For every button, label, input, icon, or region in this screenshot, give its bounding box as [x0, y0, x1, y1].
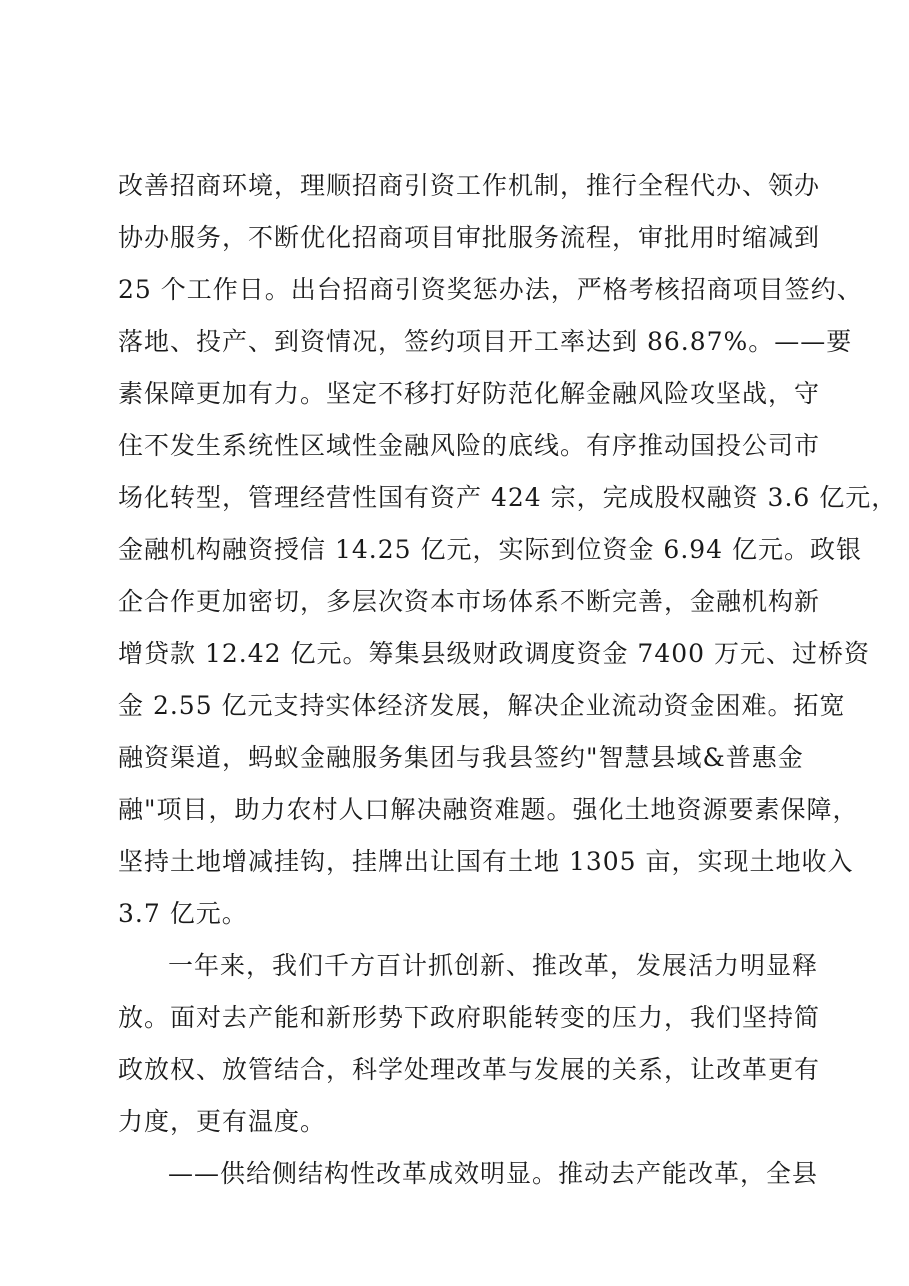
- paragraph-reform-innovation: [118, 940, 821, 1148]
- text-line: 金融机构融资授信 14.25 亿元，实际到位资金 6.94 亿元。政银: [118, 535, 863, 564]
- document-body: [118, 160, 898, 1200]
- text-line: 3.7 亿元。: [118, 899, 248, 928]
- text-line: 融资渠道，蚂蚁金融服务集团与我县签约"智慧县域&普惠金: [118, 743, 804, 772]
- paragraph-investment-finance: [118, 160, 898, 940]
- paragraph-supply-side-reform: [118, 1148, 819, 1200]
- text-line: 协办服务，不断优化招商项目审批服务流程，审批用时缩减到: [118, 223, 821, 252]
- text-line: 住不发生系统性区域性金融风险的底线。有序推动国投公司市: [118, 431, 821, 460]
- text-line: 25 个工作日。出台招商引资奖惩办法，严格考核招商项目签约、: [118, 275, 863, 304]
- text-line: 企合作更加密切，多层次资本市场体系不断完善，金融机构新: [118, 587, 821, 616]
- text-line: 融"项目，助力农村人口解决融资难题。强化土地资源要素保障，: [118, 795, 859, 824]
- text-line: 力度，更有温度。: [118, 1107, 327, 1136]
- text-line: 落地、投产、到资情况，签约项目开工率达到 86.87%。——要: [118, 327, 853, 356]
- text-line: 改善招商环境，理顺招商引资工作机制，推行全程代办、领办: [118, 171, 821, 200]
- text-line: 增贷款 12.42 亿元。筹集县级财政调度资金 7400 万元、过桥资: [118, 639, 870, 668]
- text-line: 场化转型，管理经营性国有资产 424 宗，完成股权融资 3.6 亿元，: [118, 483, 898, 512]
- text-line: 一年来，我们千方百计抓创新、推改革，发展活力明显释: [168, 951, 819, 980]
- text-line: 政放权、放管结合，科学处理改革与发展的关系，让改革更有: [118, 1055, 821, 1084]
- text-line: 放。面对去产能和新形势下政府职能转变的压力，我们坚持简: [118, 1003, 821, 1032]
- text-line: ——供给侧结构性改革成效明显。推动去产能改革，全县: [168, 1159, 819, 1188]
- text-line: 金 2.55 亿元支持实体经济发展，解决企业流动资金困难。拓宽: [118, 691, 846, 720]
- text-line: 素保障更加有力。坚定不移打好防范化解金融风险攻坚战，守: [118, 379, 821, 408]
- text-line: 坚持土地增减挂钩，挂牌出让国有土地 1305 亩，实现土地收入: [118, 847, 854, 876]
